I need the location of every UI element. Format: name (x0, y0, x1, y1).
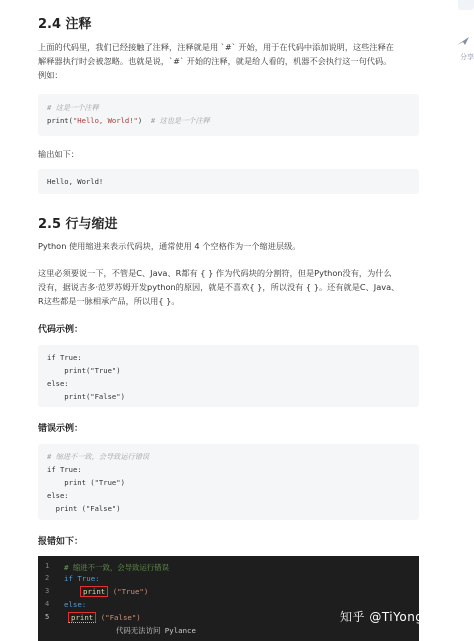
code-print-fn: print( (47, 116, 73, 125)
output-value: Hello, World! (47, 177, 104, 186)
right-rail (450, 0, 474, 641)
code-block-comments[interactable] (38, 94, 419, 136)
comments-paragraph-line1: 上面的代码里，我们已经接触了注释，注释就是用 `#` 开始，用于在代码中添加说明，这些注释在 (38, 42, 394, 52)
ide-line3-print: print (83, 587, 106, 596)
ide-line-number-2: 2 (45, 574, 50, 582)
ide-line5-print: print (71, 613, 94, 622)
ide-line1-comment: # 缩进不一致，会导致运行错误 (64, 563, 169, 572)
ide-line2 (64, 574, 100, 583)
ide-line4-keyword: else: (64, 600, 87, 609)
example-line-2: print("True") (47, 366, 121, 375)
section-heading-indentation: 2.5 行与缩进 (38, 217, 118, 232)
code-inline-comment: # 这也是一个注释 (150, 116, 210, 125)
ide-line-number-1: 1 (45, 562, 50, 570)
ide-line-number-3: 3 (45, 587, 50, 595)
example-label: 代码示例： (38, 325, 84, 335)
ide-line5-string: ("False") (96, 613, 141, 622)
indent-paragraph1: Python 使用缩进来表示代码块，通常使用 4 个空格作为一个缩进层级。 (38, 241, 301, 251)
code-block-example[interactable] (38, 345, 419, 407)
ide-line3-highlight (80, 586, 108, 597)
indent-paragraph2-line1: 这里必须要说一下，不管是C、Java、R都有 { } 作为代码块的分割符，但是Python没有，为什么 (38, 268, 392, 278)
ide-tooltip: 代码无法访问 Pylance (116, 626, 196, 635)
ide-line2-keyword: if (64, 574, 73, 583)
example-line-3: else: (47, 379, 69, 388)
ide-line3-string: ("True") (108, 587, 149, 596)
ide-line5-highlight (68, 612, 96, 623)
rail-top-tab[interactable] (458, 0, 474, 10)
report-label: 报错如下： (38, 537, 84, 547)
error-label: 错误示例： (38, 424, 84, 434)
code-comment: # 这是一个注释 (47, 103, 99, 112)
code-block-error[interactable] (38, 444, 419, 520)
zhihu-watermark: 知乎 @TiYong (340, 610, 424, 624)
ide-line-number-5: 5 (45, 613, 50, 621)
error-line-4: print ("False") (47, 504, 121, 513)
example-line-1: if True: (47, 353, 82, 362)
share-label[interactable]: 分享 (460, 53, 474, 61)
ide-line2-value: True: (72, 574, 100, 583)
comments-paragraph-line3: 例如： (38, 70, 63, 80)
code-print-string: "Hello, World!" (72, 116, 138, 125)
error-line-1: if True: (47, 465, 82, 474)
ide-line4 (64, 600, 86, 609)
indent-paragraph2-line2: 没有，据说吉多·范罗苏姆开发python的原因，就是不喜欢{ }，所以没有 { }。还有就是C、Java、 (38, 282, 400, 292)
example-line-4: print("False") (47, 392, 125, 401)
ide-line3 (80, 586, 148, 597)
section-heading-comments: 2.4 注释 (38, 17, 92, 32)
error-line-3: else: (47, 491, 69, 500)
ide-line5 (68, 612, 141, 623)
indent-paragraph2-line3: R这些都是一脉相承产品，所以用{ }。 (38, 296, 180, 306)
share-icon[interactable] (456, 36, 470, 46)
ide-screenshot (38, 556, 419, 641)
error-comment: # 缩进不一致，会导致运行错误 (47, 452, 150, 461)
code-print-close: ) (137, 116, 143, 125)
output-label: 输出如下： (38, 149, 79, 159)
comments-paragraph-line2: 解释器执行时会被忽略。也就是说，`#` 开始的注释，就是给人看的，机器不会执行这一句代码。 (38, 56, 392, 66)
error-line-2: print ("True") (47, 478, 125, 487)
code-print-line (47, 116, 210, 126)
code-block-output[interactable] (38, 169, 419, 194)
ide-line-number-4: 4 (45, 600, 50, 608)
